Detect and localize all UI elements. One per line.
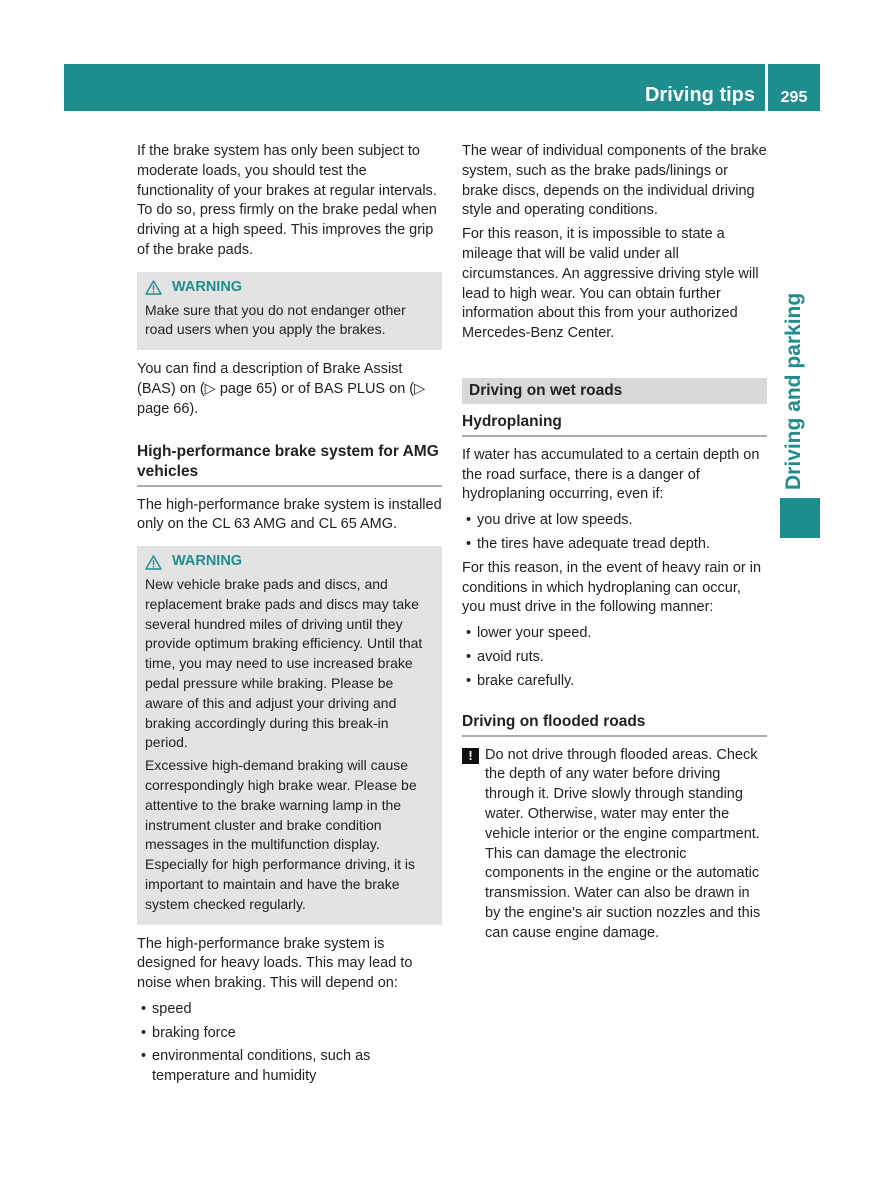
side-tab-marker (780, 498, 820, 538)
driving-manner-list (462, 624, 767, 691)
warning-text: Excessive high-demand braking will cause correspondingly high brake wear. Please be attentive to the brake warning lamp in the instrument cluster and brake condition messages in the multifunction display. Especially for high performance driving, it is important to maintain and have the brake system checked regularly. (145, 757, 417, 912)
mileage-paragraph: For this reason, it is impossible to state a mileage that will be valid under all circumstances. An aggressive driving style will lead to high wear. You can obtain further information about this from your authorized Mercedes-Benz Center. (462, 226, 759, 342)
page-number: 295 (780, 89, 808, 106)
wear-paragraph: The wear of individual components of the brake system, such as the brake pads/linings or brake discs, depends on the individual driving style and operating conditions. (462, 143, 767, 219)
page-section-title: Driving tips (644, 84, 755, 106)
warning-label: WARNING (172, 553, 243, 570)
header-bar (64, 64, 765, 111)
exclamation-icon: ! (462, 748, 479, 764)
warning-text: Make sure that you do not endanger other road users when you apply the brakes. (145, 301, 406, 338)
hydroplaning-heading: Hydroplaning (462, 412, 767, 437)
hydroplaning-conditions-list (462, 511, 767, 555)
wet-roads-section-heading: Driving on wet roads (462, 378, 767, 404)
warning-header (145, 552, 434, 572)
left-column (137, 142, 442, 1091)
side-tab-label: Driving and parking (782, 292, 805, 490)
factor-list (137, 1000, 442, 1087)
warning-box (137, 272, 442, 350)
list-item: • you drive at low speeds. (462, 511, 767, 531)
list-item: • speed (137, 1000, 442, 1020)
hydroplaning-paragraph: If water has accumulated to a certain depth on the road surface, there is a danger of hydroplaning occurring, even if: (462, 446, 760, 503)
caution-text: Do not drive through flooded areas. Check the depth of any water before driving through it. Drive slowly through standing water. Otherwise, water may enter the vehicle interior or the engine compartment. This can damage the electronic components in the engine or the automatic transmission. Water can also be drawn in by the engine's air suction nozzles and this can cause engine damage. (485, 746, 761, 941)
heavy-rain-paragraph: For this reason, in the event of heavy rain or in conditions in which hydroplaning can occur, you must drive in the following manner: (462, 559, 762, 616)
list-item: • environmental conditions, such as temperature and humidity (137, 1047, 442, 1087)
warning-triangle-icon (145, 555, 162, 570)
flooded-roads-heading: Driving on flooded roads (462, 712, 767, 737)
heavy-loads-paragraph: The high-performance brake system is designed for heavy loads. This may lead to noise when braking. This will depend on: (137, 935, 413, 992)
list-item: • brake carefully. (462, 672, 767, 692)
brake-test-paragraph: If the brake system has only been subject to moderate loads, you should test the functionality of your brakes at regular intervals. To do so, press firmly on the brake pedal when driving at a high speed. This improves the grip of the brake pads. (137, 143, 437, 258)
warning-header (145, 278, 434, 298)
list-item: • avoid ruts. (462, 648, 767, 668)
warning-box (137, 546, 442, 924)
warning-triangle-icon (145, 280, 162, 295)
amg-brake-heading: High-performance brake system for AMG vehicles (137, 442, 442, 487)
bas-reference-paragraph: You can find a description of Brake Assist (BAS) on (▷ page 65) or of BAS PLUS on (▷ page 66). (137, 361, 426, 417)
list-item: • lower your speed. (462, 624, 767, 644)
list-item: • the tires have adequate tread depth. (462, 535, 767, 555)
warning-label: WARNING (172, 278, 243, 295)
right-column (462, 142, 767, 948)
amg-intro-paragraph: The high-performance brake system is installed only on the CL 63 AMG and CL 65 AMG. (137, 496, 442, 533)
caution-note (462, 746, 767, 948)
page-number-box (768, 64, 820, 111)
warning-text: New vehicle brake pads and discs, and replacement brake pads and discs may take several hundred miles of driving until they provide optimum braking efficiency. Until that time, you may need to use increased brake pedal pressure while braking. Please be aware of this and adjust your driving and braking accordingly during this break-in period. (145, 575, 423, 751)
list-item: • braking force (137, 1024, 442, 1044)
